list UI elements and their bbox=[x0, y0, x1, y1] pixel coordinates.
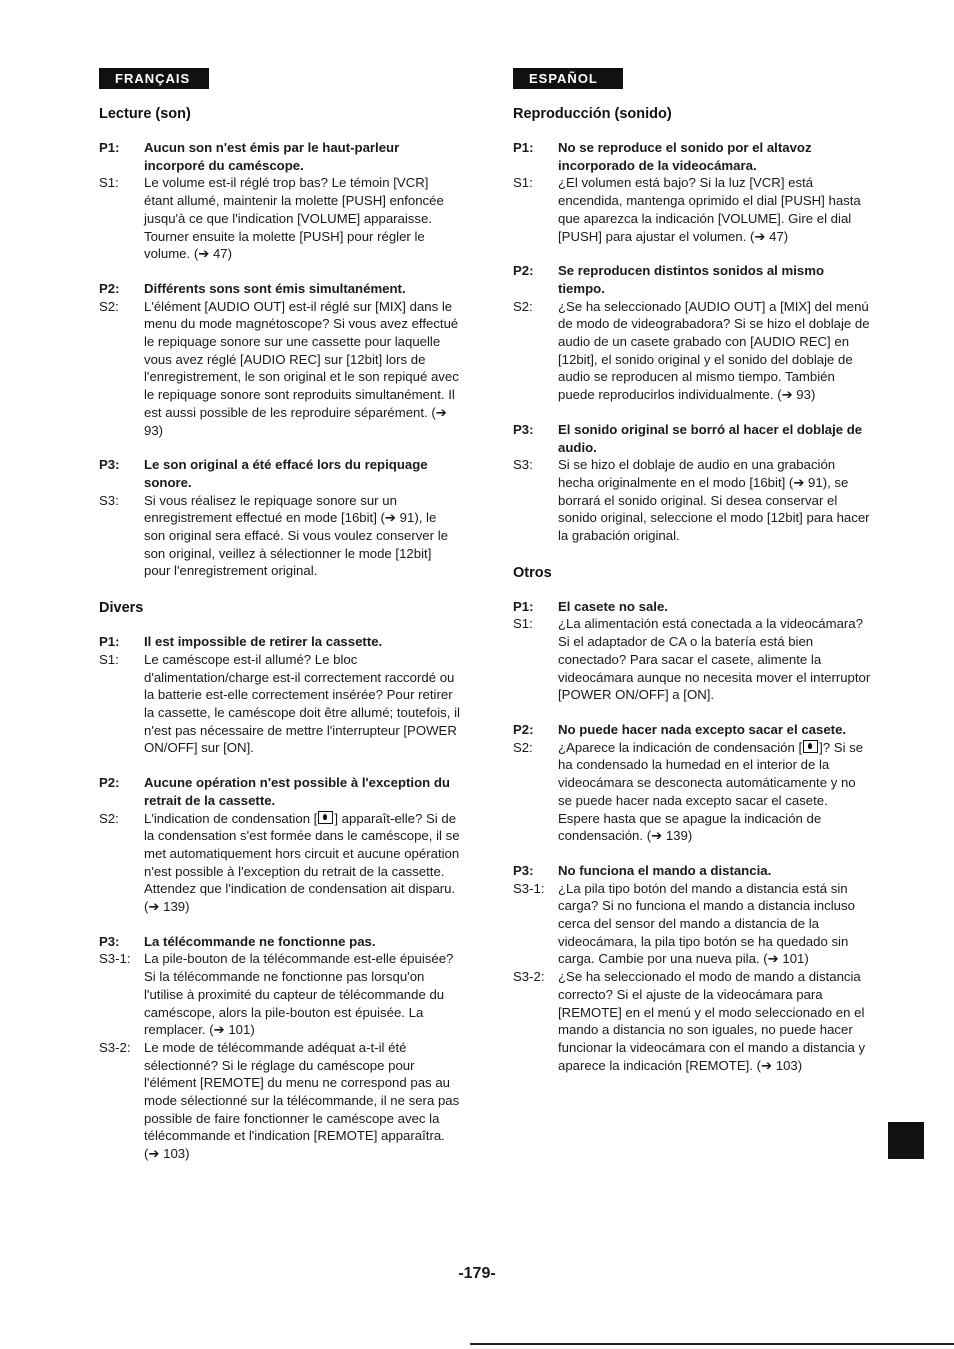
qa-item bbox=[513, 262, 871, 404]
qa-item bbox=[513, 721, 871, 845]
question-text: No puede hacer nada excepto sacar el casete. bbox=[558, 721, 847, 737]
question-text: No funciona el mando a distancia. bbox=[558, 862, 772, 878]
column-espanol bbox=[513, 68, 871, 1091]
answer-label: S2: bbox=[513, 298, 533, 314]
question-text: El sonido original se borró al hacer el doblaje de audio. bbox=[558, 421, 863, 455]
question-label: P2: bbox=[99, 280, 120, 296]
answer-text: Le mode de télécommande adéquat a-t-il été sélectionné? Si le réglage du caméscope pour l'élément [REMOTE] du menu ne correspond pas au mode sélectionné sur la télécommande, il ne sera pas possible de faire fonctionner le caméscope avec la télécommande et l'indication [REMOTE] apparaîtra. (➔ 103) bbox=[144, 1039, 460, 1162]
answer-label: S3: bbox=[99, 492, 119, 508]
answer-label: S2: bbox=[99, 810, 119, 826]
answer-text: ¿Se ha seleccionado [AUDIO OUT] a [MIX] del menú de modo de videograbadora? Si se hizo el doblaje de audio de un casete grabado con [AUDIO REC] en [12bit], el sonido original y el sonido del doblaje de audio se reproducen al mismo tiempo. También puede reproducirlos individualmente. (➔ 93) bbox=[558, 298, 870, 403]
thumb-index-tab bbox=[888, 1122, 924, 1159]
answer-text: L'indication de condensation [ ] apparaît-elle? Si de la condensation s'est formée dans le caméscope, il se met automatiquement hors circuit et aucune opération n'est possible à l'exception du retrait de la cassette. Attendez que l'indication de condensation ait disparu. (➔ 139) bbox=[144, 810, 460, 915]
qa-item bbox=[99, 633, 461, 757]
question-text: Se reproducen distintos sonidos al mismo tiempo. bbox=[558, 263, 824, 296]
question-label: P1: bbox=[99, 634, 120, 650]
qa-item bbox=[513, 421, 871, 545]
answer-label: S1: bbox=[99, 651, 119, 667]
bottom-rule bbox=[470, 1343, 954, 1345]
question-text: Le son original a été effacé lors du repiquage sonore. bbox=[144, 457, 428, 490]
question-label: P1: bbox=[513, 598, 534, 614]
answer-text: ¿Aparece la indicación de condensación [ ]? Si se ha condensado la humedad en el interior de la videocámara se desconecta automáticamente y no se puede hacer nada excepto sacar el casete. Espere hasta que se apague la indicación de condensación. (➔ 139) bbox=[558, 739, 864, 844]
qa-item bbox=[513, 598, 871, 704]
question-text: La télécommande ne fonctionne pas. bbox=[144, 933, 376, 949]
answer-label: S3-2: bbox=[99, 1039, 131, 1055]
language-tag-francais: FRANÇAIS bbox=[99, 68, 209, 89]
condensation-icon bbox=[803, 740, 818, 753]
answer-text: Le caméscope est-il allumé? Le bloc d'alimentation/charge est-il correctement raccordé ou la batterie est-elle correctement insérée? Pour retirer la cassette, le caméscope doit être allumé; toutefois, il n'est pas nécessaire de mettre l'interrupteur [POWER ON/OFF] sur [ON]. bbox=[144, 651, 460, 756]
qa-item bbox=[99, 774, 461, 916]
answer-text: ¿Se ha seleccionado el modo de mando a distancia correcto? Si el ajuste de la videocámara para [REMOTE] en el menú y el modo seleccionado en el mando a distancia no son iguales, no puede hacer funcionar la videocámara con el mando a distancia y aparece la indicación [REMOTE]. (➔ 103) bbox=[558, 969, 866, 1073]
answer-label: S2: bbox=[513, 739, 533, 755]
answer-text: La pile-bouton de la télécommande est-elle épuisée? Si la télécommande ne fonctionne pas lorsqu'on l'utilise à proximité du capteur de télécommande du caméscope, alors la pile-bouton est épuisée. La remplacer. (➔ 101) bbox=[144, 951, 454, 1038]
question-label: P2: bbox=[513, 263, 534, 279]
page-number: -179- bbox=[458, 1265, 496, 1282]
answer-label: S1: bbox=[99, 175, 119, 191]
answer-label: S3-1: bbox=[513, 880, 545, 896]
qa-item bbox=[99, 456, 461, 580]
question-text: Aucun son n'est émis par le haut-parleur incorporé du caméscope. bbox=[144, 140, 400, 173]
answer-label: S1: bbox=[513, 175, 533, 191]
answer-label: S1: bbox=[513, 616, 533, 632]
section-title-otros: Otros bbox=[513, 564, 552, 581]
section-title-lecture: Lecture (son) bbox=[99, 106, 191, 122]
question-text: Différents sons sont émis simultanément. bbox=[144, 280, 406, 296]
answer-text: Si vous réalisez le repiquage sonore sur un enregistrement effectué en mode [16bit] (➔ 91), le son original sera effacé. Si vous voulez conserver le son original, veillez à sélectionner le mode [12bit] pour l'enregistrement original. bbox=[144, 492, 448, 579]
question-label: P2: bbox=[513, 721, 534, 737]
answer-text: ¿La pila tipo botón del mando a distancia está sin carga? Si no funciona el mando a distancia incluso cerca del sensor del mando a distancia de la videocámara, la pila tipo botón se ha quedado sin carga. Cambie por una nueva pila. (➔ 101) bbox=[558, 880, 855, 967]
question-label: P3: bbox=[99, 457, 120, 473]
section-title-reproduccion: Reproducción (sonido) bbox=[513, 106, 672, 122]
answer-label: S2: bbox=[99, 298, 119, 314]
answer-text: L'élément [AUDIO OUT] est-il réglé sur [MIX] dans le menu du mode magnétoscope? Si vous avez effectué le repiquage sonore sur une cassette pour laquelle vous avez réglé [AUDIO REC] sur [12bit] lors de l'enregistrement, le son original et le son repiqué avec le repiquage sonore sont reproduits simultanément. Il est aussi possible de les reproduire séparément. (➔ 93) bbox=[144, 298, 459, 438]
qa-item bbox=[513, 862, 871, 1074]
question-text: Aucune opération n'est possible à l'exception du retrait de la cassette. bbox=[144, 775, 450, 808]
column-francais bbox=[99, 68, 461, 1180]
qa-item bbox=[99, 933, 461, 1163]
qa-item bbox=[99, 139, 461, 263]
question-label: P2: bbox=[99, 775, 120, 791]
answer-label: S3: bbox=[513, 457, 533, 473]
question-text: El casete no sale. bbox=[558, 598, 668, 614]
question-label: P1: bbox=[513, 140, 534, 155]
answer-text: ¿El volumen está bajo? Si la luz [VCR] está encendida, mantenga oprimido el dial [PUSH] hasta que aparezca la indicación [VOLUME]. Gire el dial [PUSH] para ajustar el volumen. (➔ 47) bbox=[558, 175, 861, 244]
answer-text: Si se hizo el doblaje de audio en una grabación hecha originalmente en el modo [16bit] (➔ 91), se borrará el sonido original. Si desea conservar el sonido original, seleccione el modo [12bit] para hacer la grabación original. bbox=[558, 457, 870, 544]
condensation-icon bbox=[318, 811, 333, 824]
section-title-divers: Divers bbox=[99, 600, 144, 617]
question-label: P3: bbox=[513, 862, 534, 878]
answer-text: ¿La alimentación está conectada a la videocámara? Si el adaptador de CA o la batería está bien conectado? Para sacar el casete, alimente la videocámara aunque no necesita mover el interruptor [POWER ON/OFF] a [ON]. bbox=[558, 616, 871, 703]
question-text: No se reproduce el sonido por el altavoz incorporado de la videocámara. bbox=[558, 140, 812, 173]
question-label: P3: bbox=[513, 421, 534, 437]
qa-item bbox=[99, 280, 461, 439]
answer-label: S3-1: bbox=[99, 951, 131, 967]
answer-label: S3-2: bbox=[513, 969, 545, 985]
question-label: P3: bbox=[99, 933, 120, 949]
answer-text: Le volume est-il réglé trop bas? Le témoin [VCR] étant allumé, maintenir la molette [PUSH] enfoncée jusqu'à ce que l'indication [VOLUME] apparaisse. Tourner ensuite la molette [PUSH] pour régler le volume. (➔ 47) bbox=[144, 175, 444, 262]
qa-item bbox=[513, 139, 871, 245]
question-text: Il est impossible de retirer la cassette. bbox=[144, 634, 383, 650]
language-tag-espanol: ESPAÑOL bbox=[513, 68, 623, 89]
question-label: P1: bbox=[99, 140, 120, 155]
